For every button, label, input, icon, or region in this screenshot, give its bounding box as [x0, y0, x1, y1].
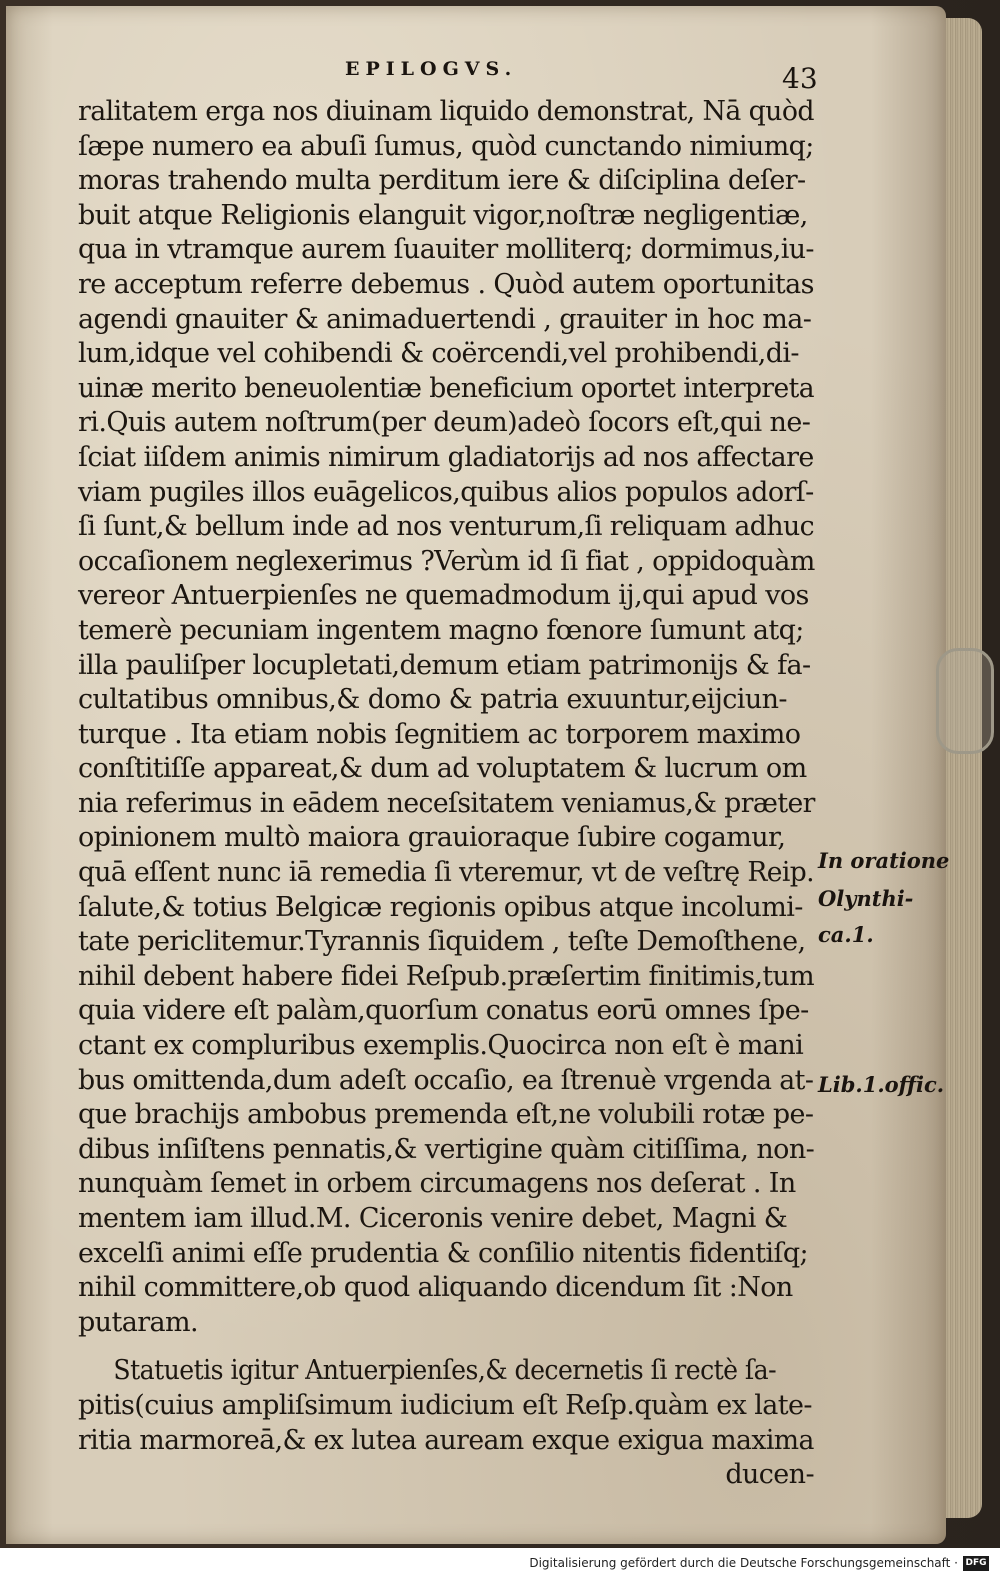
marginal-note-offic: Lib.1.offic.	[818, 1072, 945, 1097]
text-line: tate periclitemur.Tyrannis ſiquidem , teſte Demoſthene,	[78, 926, 806, 958]
main-text-block	[78, 95, 814, 1493]
marginal-note-ca: ca.1.	[818, 922, 874, 947]
page-edges	[946, 18, 982, 1518]
text-line: ſciat iiſdem animis nimirum gladiatorijs ad nos affectare	[78, 441, 814, 473]
text-line: turque . Ita etiam nobis ſegnitiem ac torporem maximo	[78, 718, 801, 750]
text-line: temerè pecuniam ingentem magno fœnore ſumunt atq;	[78, 614, 804, 646]
text-line: ſæpe numero ea abuſi ſumus, quòd cunctando nimiumq;	[78, 130, 814, 162]
text-line: opinionem multò maiora grauioraque ſubire cogamur,	[78, 822, 786, 854]
text-line: nihil debent habere fidei Reſpub.præſertim finitimis,tum	[78, 960, 815, 992]
text-line: ctant ex compluribus exemplis.Quocirca non eſt è mani	[78, 1030, 804, 1062]
text-line: ſi ſunt,& bellum inde ad nos venturum,ſi reliquam adhuc	[78, 511, 815, 543]
text-line: bus omittenda,dum adeſt occaſio, ea ſtrenuè vrgenda at-	[78, 1064, 814, 1096]
text-line: ſalute,& totius Belgicæ regionis opibus atque incolumi-	[78, 891, 803, 923]
paragraph-2	[78, 1354, 814, 1458]
paragraph-gap	[78, 1340, 814, 1354]
dfg-logo: DFG	[963, 1556, 989, 1571]
text-line: cultatibus omnibus,& domo & patria exuuntur,eijciun-	[78, 684, 787, 716]
text-line: conſtitiſſe appareat,& dum ad voluptatem & lucrum om	[78, 753, 807, 785]
text-line: agendi gnauiter & animaduertendi , grauiter in hoc ma-	[78, 303, 812, 335]
text-line: ri.Quis autem noſtrum(per deum)adeò ſocors eſt,qui ne-	[78, 407, 811, 439]
text-line: illa pauliſper locupletati,demum etiam patrimonijs & fa-	[78, 649, 811, 681]
text-line: ritia marmoreā,& ex lutea auream exque exigua maxima	[78, 1424, 814, 1456]
text-line: excelſi animi eſſe prudentia & conſilio nitentis fidentiſq;	[78, 1237, 809, 1269]
marginal-note-olynthi: Olynthi-	[818, 886, 914, 911]
text-line: lum,idque vel cohibendi & coërcendi,vel prohibendi,di-	[78, 338, 799, 370]
running-head: EPILOGVS.	[345, 58, 518, 80]
text-line: mentem iam illud.M. Ciceronis venire debet, Magni &	[78, 1203, 788, 1234]
paragraph-1	[78, 95, 814, 1354]
footer-credit: Digitalisierung gefördert durch die Deutsche Forschungsgemeinschaft ·	[529, 1556, 958, 1570]
text-line: viam pugiles illos euāgelicos,quibus alios populos adorſ-	[78, 476, 814, 508]
text-line: occaſionem neglexerimus ?Verùm id ſi fiat , oppidoquàm	[78, 545, 815, 577]
text-line: vereor Antuerpienſes ne quemadmodum ij,qui apud vos	[78, 580, 809, 612]
text-line: que brachijs ambobus premenda eſt,ne volubili rotæ pe-	[78, 1099, 814, 1131]
text-line: moras trahendo multa perditum iere & diſciplina deſer-	[78, 165, 806, 197]
text-line: buit atque Religionis elanguit vigor,noſtræ negligentiæ,	[78, 199, 808, 231]
page-number: 43	[782, 62, 818, 95]
text-line: re acceptum referre debemus . Quòd autem oportunitas	[78, 268, 814, 300]
text-line: nia referimus in eādem neceſsitatem veniamus,& præter	[78, 787, 815, 819]
text-line: qua in vtramque aurem ſuauiter molliterq; dormimus,iu-	[78, 234, 814, 266]
text-line: pitis(cuius ampliſsimum iudicium eſt Reſp.quàm ex late-	[78, 1389, 812, 1421]
page-clip	[936, 648, 994, 754]
text-line: putaram.	[78, 1306, 199, 1338]
text-line: ralitatem erga nos diuinam liquido demonstrat, Nā quòd	[78, 96, 814, 127]
catchword: ducen-	[725, 1459, 814, 1491]
text-line: quā eſſent nunc iā remedia ſi vteremur, vt de veſtrę Reip.	[78, 857, 815, 889]
marginal-note-oratione: In oratione	[818, 848, 950, 873]
text-line: uinæ merito beneuolentiæ beneficium oportet interpreta	[78, 372, 814, 404]
text-line: nihil committere,ob quod aliquando dicendum ſit :Non	[78, 1272, 793, 1304]
text-line: dibus inſiſtens pennatis,& vertigine quàm citiſſima, non-	[78, 1133, 815, 1165]
text-line: quia videre eſt palàm,quorſum conatus eorū omnes ſpe-	[78, 995, 809, 1027]
text-line: nunquàm ſemet in orbem circumagens nos deſerat . In	[78, 1168, 796, 1200]
text-line: Statuetis igitur Antuerpienſes,& decernetis ſi rectè ſa-	[113, 1355, 777, 1387]
